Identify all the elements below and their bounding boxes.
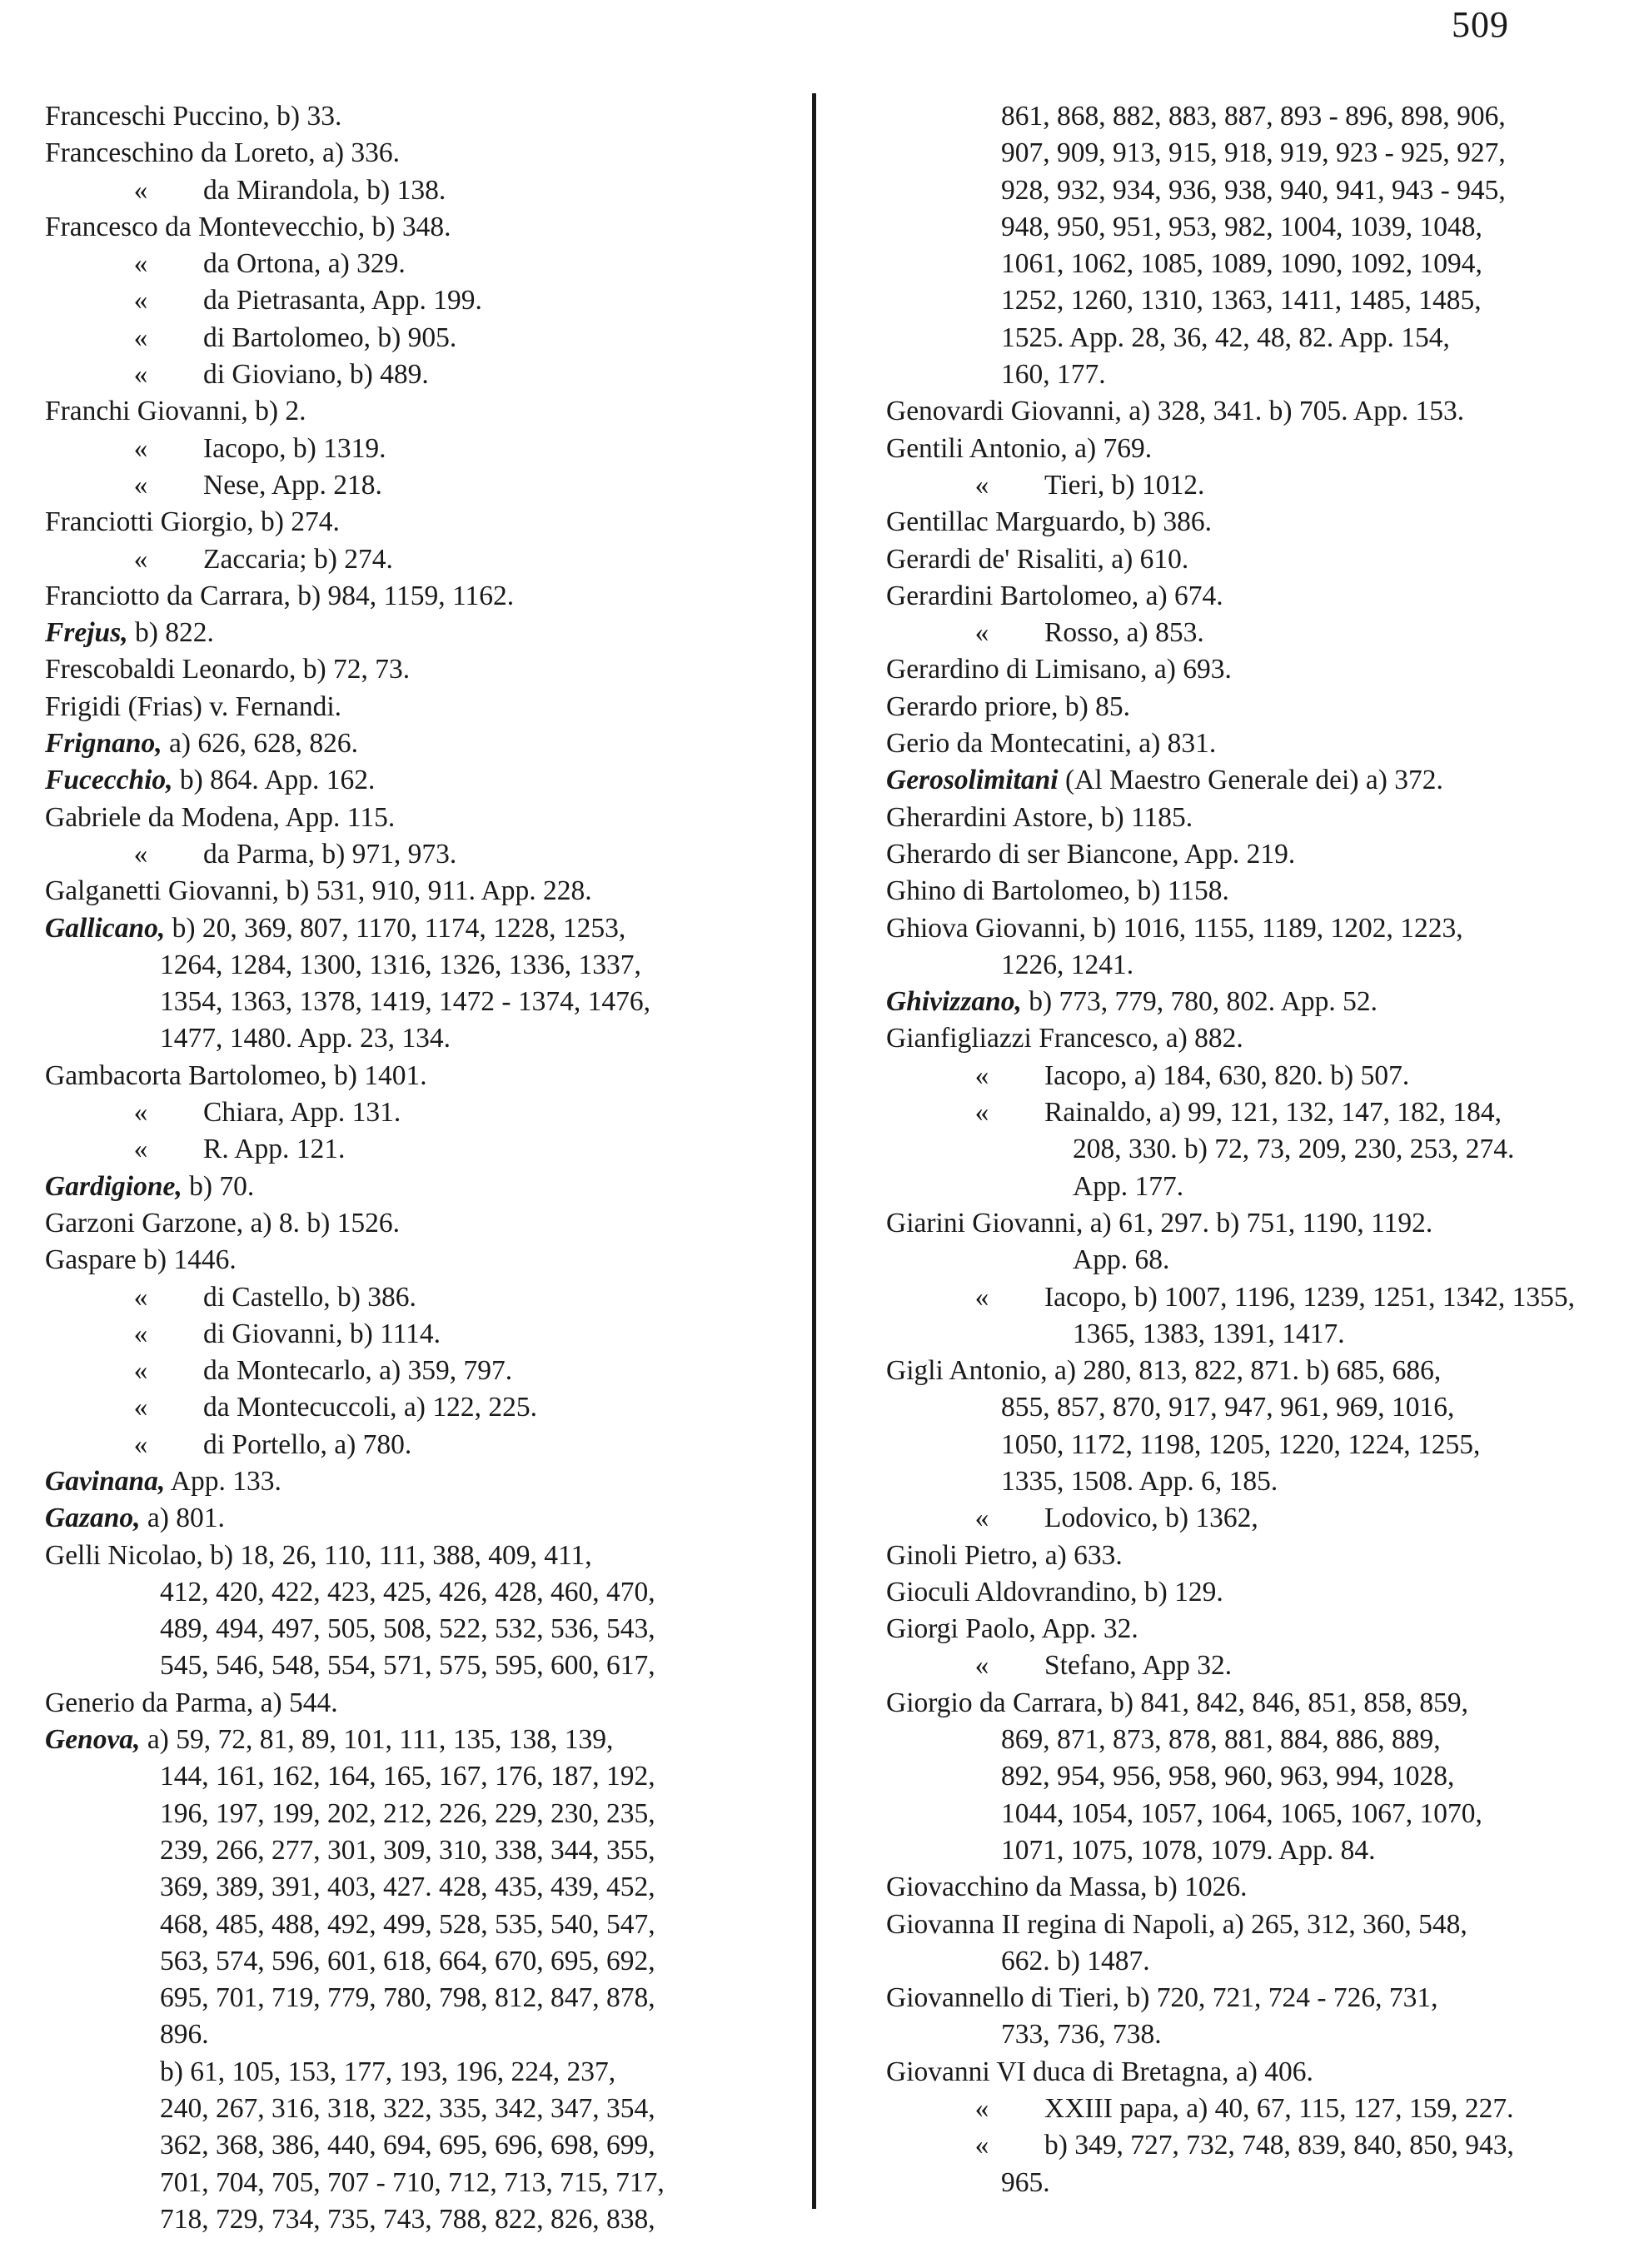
entry-text: Stefano, App 32. (1044, 1650, 1233, 1682)
entry-text: Giovacchino da Massa, b) 1026. (886, 1872, 1248, 1903)
entry-text: b) 773, 779, 780, 802. App. 52. (1021, 986, 1378, 1018)
ditto-mark: « (974, 2093, 989, 2125)
entry-text: 718, 729, 734, 735, 743, 788, 822, 826, 838, (160, 2203, 655, 2235)
entry-text: da Mirandola, b) 138. (203, 174, 446, 206)
ditto-mark: « (974, 617, 989, 649)
entry-text: 965. (1001, 2166, 1050, 2198)
entry-text: 1071, 1075, 1078, 1079. App. 84. (1001, 1834, 1376, 1866)
index-entry (45, 1427, 763, 1463)
index-entry (45, 1389, 763, 1426)
entry-text: 468, 485, 488, 492, 499, 528, 535, 540, 547, (160, 1908, 655, 1940)
entry-text: Gianfigliazzi Francesco, a) 882. (886, 1023, 1243, 1054)
index-entry (886, 1389, 1599, 1426)
entry-text: Frigidi (Frias) v. Fernandi. (45, 690, 342, 722)
index-entry (45, 246, 763, 282)
entry-text: Gelli Nicolao, b) 18, 26, 110, 111, 388, 409, 411, (45, 1539, 592, 1571)
index-entry (886, 947, 1599, 984)
index-entry (45, 615, 763, 651)
index-entry (886, 98, 1599, 135)
entry-text: Lodovico, b) 1362, (1044, 1503, 1258, 1534)
entry-text: (Al Maestro Generale dei) a) 372. (1058, 765, 1443, 796)
index-entry (886, 1131, 1599, 1168)
place-name: Gavinana, (45, 1465, 166, 1497)
index-entry (886, 246, 1599, 282)
entry-text: Gabriele da Modena, App. 115. (45, 801, 396, 833)
index-entry (886, 1907, 1599, 1943)
entry-text: 1264, 1284, 1300, 1316, 1326, 1336, 1337, (160, 949, 641, 980)
entry-text: Iacopo, b) 1319. (203, 432, 386, 464)
entry-text: Gerardo priore, b) 85. (886, 690, 1131, 722)
entry-text: Gioculi Aldovrandino, b) 129. (886, 1576, 1223, 1608)
index-entry (886, 725, 1599, 762)
index-entry (45, 873, 763, 910)
index-entry (886, 651, 1599, 688)
index-entry (45, 1611, 763, 1647)
entry-text: Rainaldo, a) 99, 121, 132, 147, 182, 184, (1044, 1097, 1502, 1129)
ditto-mark: « (974, 1059, 989, 1091)
entry-text: 160, 177. (1001, 359, 1106, 391)
entry-text: Generio da Parma, a) 544. (45, 1687, 338, 1718)
index-entry (45, 320, 763, 356)
index-entry (45, 1832, 763, 1869)
index-entry (886, 1169, 1599, 1205)
entry-text: 1050, 1172, 1198, 1205, 1220, 1224, 1255, (1001, 1428, 1481, 1460)
entry-text: 208, 330. b) 72, 73, 209, 230, 253, 274. (1073, 1134, 1515, 1165)
index-entry (886, 320, 1599, 356)
index-entry (886, 1980, 1599, 2016)
index-entry (886, 1722, 1599, 1758)
entry-text: Nese, App. 218. (203, 469, 382, 501)
entry-text: da Parma, b) 971, 973. (203, 838, 457, 870)
ditto-mark: « (133, 469, 148, 501)
ditto-mark: « (974, 469, 989, 501)
index-entry (45, 541, 763, 578)
index-entry (45, 1758, 763, 1795)
ditto-mark: « (133, 1355, 148, 1387)
entry-text: 1365, 1383, 1391, 1417. (1073, 1318, 1345, 1349)
index-entry (886, 1353, 1599, 1389)
entry-text: Gerio da Montecatini, a) 831. (886, 728, 1217, 760)
entry-text: 948, 950, 951, 953, 982, 1004, 1039, 1048, (1001, 211, 1482, 242)
index-entry (886, 910, 1599, 947)
entry-text: da Montecarlo, a) 359, 797. (203, 1355, 513, 1387)
index-entry (886, 356, 1599, 393)
entry-text: 1477, 1480. App. 23, 134. (160, 1023, 451, 1054)
index-entry (45, 725, 763, 762)
index-entry (45, 98, 763, 135)
index-entry (886, 1205, 1599, 1242)
entry-text: Gentili Antonio, a) 769. (886, 432, 1153, 464)
entry-text: Giovanni VI duca di Bretagna, a) 406. (886, 2056, 1313, 2087)
place-name: Frignano, (45, 728, 162, 760)
index-entry (886, 1538, 1599, 1574)
ditto-mark: « (133, 322, 148, 353)
index-entry (45, 1500, 763, 1537)
index-entry (886, 1427, 1599, 1463)
index-entry (45, 209, 763, 246)
index-entry (45, 1538, 763, 1574)
entry-text: di Gioviano, b) 489. (203, 359, 429, 391)
index-entry (45, 1943, 763, 1980)
entry-text: 892, 954, 956, 958, 960, 963, 994, 1028, (1001, 1761, 1455, 1792)
index-entry (886, 1094, 1599, 1131)
index-entry (886, 431, 1599, 467)
index-entry (886, 984, 1599, 1020)
ditto-mark: « (974, 1097, 989, 1129)
entry-text: 489, 494, 497, 505, 508, 522, 532, 536, 543, (160, 1613, 655, 1645)
index-entry (886, 689, 1599, 725)
ditto-mark: « (133, 838, 148, 870)
index-entry (886, 1832, 1599, 1869)
entry-text: da Ortona, a) 329. (203, 248, 406, 280)
index-entry (45, 689, 763, 725)
entry-text: b) 20, 369, 807, 1170, 1174, 1228, 1253, (165, 912, 626, 944)
entry-text: 928, 932, 934, 936, 938, 940, 941, 943 - 945, (1001, 174, 1506, 206)
entry-text: Gerardino di Limisano, a) 693. (886, 654, 1232, 685)
index-entry (886, 836, 1599, 873)
entry-text: b) 822. (127, 617, 214, 649)
index-entry (886, 1058, 1599, 1094)
index-entry (886, 2127, 1599, 2164)
entry-text: Giorgi Paolo, App. 32. (886, 1613, 1138, 1645)
index-entry (45, 1131, 763, 1168)
entry-text: a) 59, 72, 81, 89, 101, 111, 135, 138, 139, (140, 1724, 614, 1756)
entry-text: Gaspare b) 1446. (45, 1244, 237, 1276)
entry-text: 861, 868, 882, 883, 887, 893 - 896, 898, 906, (1001, 101, 1506, 132)
entry-text: 239, 266, 277, 301, 309, 310, 338, 344, 355, (160, 1834, 655, 1866)
place-name: Genova, (45, 1724, 141, 1756)
entry-text: Franciotto da Carrara, b) 984, 1159, 1162. (45, 580, 515, 611)
entry-text: di Giovanni, b) 1114. (203, 1318, 441, 1349)
column-divider (812, 93, 816, 2209)
index-entry (886, 2054, 1599, 2091)
index-entry (886, 1316, 1599, 1353)
entry-text: Gigli Antonio, a) 280, 813, 822, 871. b) 685, 686, (886, 1355, 1442, 1387)
ditto-mark: « (133, 543, 148, 575)
ditto-mark: « (133, 1134, 148, 1165)
index-entry (886, 282, 1599, 319)
entry-text: 1525. App. 28, 36, 42, 48, 82. App. 154, (1001, 322, 1450, 353)
entry-text: Gambacorta Bartolomeo, b) 1401. (45, 1059, 427, 1091)
index-column-left (45, 98, 763, 2238)
entry-text: Giovannello di Tieri, b) 720, 721, 724 - 726, 731, (886, 1982, 1438, 2014)
entry-text: App. 68. (1073, 1244, 1170, 1276)
entry-text: Rosso, a) 853. (1044, 617, 1204, 649)
entry-text: Franceschino da Loreto, a) 336. (45, 137, 401, 169)
entry-text: Franchi Giovanni, b) 2. (45, 396, 306, 427)
entry-text: Frescobaldi Leonardo, b) 72, 73. (45, 654, 411, 685)
index-entry (886, 1685, 1599, 1722)
entry-text: Iacopo, a) 184, 630, 820. b) 507. (1044, 1059, 1410, 1091)
entry-text: di Bartolomeo, b) 905. (203, 322, 457, 353)
place-name: Ghivizzano, (886, 986, 1022, 1018)
index-entry (886, 1463, 1599, 1500)
ditto-mark: « (974, 1281, 989, 1313)
index-entry (45, 2127, 763, 2164)
entry-text: Tieri, b) 1012. (1044, 469, 1205, 501)
index-entry (45, 172, 763, 209)
entry-text: b) 349, 727, 732, 748, 839, 840, 850, 943, (1044, 2130, 1514, 2161)
entry-text: 144, 161, 162, 164, 165, 167, 176, 187, 192, (160, 1761, 655, 1792)
entry-text: Franciotti Giorgio, b) 274. (45, 506, 340, 538)
entry-text: 662. b) 1487. (1001, 1945, 1150, 1976)
index-entry (45, 2091, 763, 2127)
entry-text: R. App. 121. (203, 1134, 346, 1165)
entry-text: b) 61, 105, 153, 177, 193, 196, 224, 237, (160, 2056, 616, 2087)
index-entry (45, 1094, 763, 1131)
ditto-mark: « (974, 2130, 989, 2161)
index-entry (45, 1722, 763, 1758)
place-name: Gallicano, (45, 912, 166, 944)
entry-text: Giarini Giovanni, a) 61, 297. b) 751, 1190, 1192. (886, 1207, 1433, 1239)
index-entry (886, 1796, 1599, 1832)
index-entry (45, 1316, 763, 1353)
entry-text: 695, 701, 719, 779, 780, 798, 812, 847, 878, (160, 1982, 655, 2014)
index-entry (45, 1869, 763, 1906)
entry-text: 412, 420, 422, 423, 425, 426, 428, 460, 470, (160, 1576, 655, 1608)
entry-text: App. 133. (165, 1465, 281, 1497)
index-entry (45, 762, 763, 799)
index-entry (886, 135, 1599, 172)
entry-text: b) 864. App. 162. (172, 765, 376, 796)
index-entry (886, 1279, 1599, 1316)
index-entry (45, 1279, 763, 1316)
index-entry (45, 984, 763, 1020)
entry-text: Gerardini Bartolomeo, a) 674. (886, 580, 1223, 611)
place-name: Fucecchio, (45, 765, 173, 796)
entry-text: 1354, 1363, 1378, 1419, 1472 - 1374, 1476, (160, 986, 651, 1018)
entry-text: 1252, 1260, 1310, 1363, 1411, 1485, 1485, (1001, 285, 1482, 317)
index-entry (45, 1205, 763, 1242)
ditto-mark: « (974, 1503, 989, 1534)
entry-text: Ginoli Pietro, a) 633. (886, 1539, 1123, 1571)
index-entry (886, 762, 1599, 799)
entry-text: XXIII papa, a) 40, 67, 115, 127, 159, 227. (1044, 2093, 1514, 2125)
index-entry (886, 1943, 1599, 1980)
index-entry (45, 800, 763, 836)
entry-text: 701, 704, 705, 707 - 710, 712, 713, 715, 717, (160, 2166, 665, 2198)
index-entry (45, 1353, 763, 1389)
index-entry (886, 2165, 1599, 2201)
page-number: 509 (1452, 4, 1509, 45)
entry-text: 545, 546, 548, 554, 571, 575, 595, 600, 617, (160, 1650, 655, 1682)
index-entry (45, 1058, 763, 1094)
index-entry (45, 2165, 763, 2201)
index-entry (45, 910, 763, 947)
ditto-mark: « (133, 285, 148, 317)
entry-text: Garzoni Garzone, a) 8. b) 1526. (45, 1207, 401, 1239)
entry-text: 907, 909, 913, 915, 918, 919, 923 - 925, 927, (1001, 137, 1506, 169)
entry-text: Gentillac Marguardo, b) 386. (886, 506, 1213, 538)
index-column-right (886, 98, 1599, 2201)
ditto-mark: « (133, 1318, 148, 1349)
entry-text: 855, 857, 870, 917, 947, 961, 969, 1016, (1001, 1392, 1455, 1423)
entry-text: Galganetti Giovanni, b) 531, 910, 911. App. 228. (45, 875, 592, 907)
index-entry (886, 2091, 1599, 2127)
entry-text: Ghiova Giovanni, b) 1016, 1155, 1189, 1202, 1223, (886, 912, 1463, 944)
index-entry (45, 1020, 763, 1057)
index-entry (45, 135, 763, 172)
ditto-mark: « (974, 1650, 989, 1682)
index-entry (45, 1242, 763, 1279)
entry-text: 563, 574, 596, 601, 618, 664, 670, 695, 692, (160, 1945, 655, 1976)
index-entry (886, 1500, 1599, 1537)
place-name: Gazano, (45, 1503, 141, 1534)
index-entry (45, 836, 763, 873)
entry-text: 196, 197, 199, 202, 212, 226, 229, 230, 235, (160, 1797, 655, 1829)
ditto-mark: « (133, 174, 148, 206)
index-entry (886, 504, 1599, 541)
entry-text: Francesco da Montevecchio, b) 348. (45, 211, 451, 242)
entry-text: 1061, 1062, 1085, 1089, 1090, 1092, 1094, (1001, 248, 1482, 280)
entry-text: a) 801. (140, 1503, 225, 1534)
index-entry (886, 393, 1599, 430)
place-name: Gerosolimitani (886, 765, 1059, 796)
index-entry (45, 1980, 763, 2016)
entry-text: 869, 871, 873, 878, 881, 884, 886, 889, (1001, 1724, 1441, 1756)
index-entry (886, 1758, 1599, 1795)
place-name: Frejus, (45, 617, 128, 649)
index-entry (886, 541, 1599, 578)
entry-text: 896. (160, 2019, 209, 2051)
index-entry (886, 2016, 1599, 2053)
index-entry (886, 1242, 1599, 1279)
index-entry (886, 1869, 1599, 1906)
index-entry (45, 578, 763, 615)
entry-text: b) 70. (182, 1170, 255, 1202)
index-entry (886, 1647, 1599, 1684)
index-entry (45, 282, 763, 319)
index-entry (886, 467, 1599, 504)
entry-text: Franceschi Puccino, b) 33. (45, 101, 342, 132)
entry-text: Giorgio da Carrara, b) 841, 842, 846, 851, 858, 859, (886, 1687, 1469, 1718)
entry-text: Gherardo di ser Biancone, App. 219. (886, 838, 1296, 870)
index-entry (45, 1647, 763, 1684)
entry-text: di Castello, b) 386. (203, 1281, 416, 1313)
entry-text: 369, 389, 391, 403, 427. 428, 435, 439, 452, (160, 1872, 655, 1903)
entry-text: Gerardi de' Risaliti, a) 610. (886, 543, 1189, 575)
entry-text: 1335, 1508. App. 6, 185. (1001, 1465, 1278, 1497)
index-entry (886, 1020, 1599, 1057)
index-entry (45, 651, 763, 688)
index-entry (45, 1463, 763, 1500)
index-entry (45, 1169, 763, 1205)
index-entry (45, 504, 763, 541)
entry-text: Zaccaria; b) 274. (203, 543, 393, 575)
entry-text: Giovanna II regina di Napoli, a) 265, 312, 360, 548, (886, 1908, 1467, 1940)
index-entry (45, 2054, 763, 2091)
ditto-mark: « (133, 359, 148, 391)
index-entry (45, 1574, 763, 1611)
index-entry (886, 873, 1599, 910)
index-entry (45, 393, 763, 430)
ditto-mark: « (133, 1392, 148, 1423)
entry-text: Iacopo, b) 1007, 1196, 1239, 1251, 1342, 1355, (1044, 1281, 1576, 1313)
ditto-mark: « (133, 248, 148, 280)
entry-text: di Portello, a) 780. (203, 1428, 412, 1460)
index-entry (45, 947, 763, 984)
index-entry (45, 431, 763, 467)
entry-text: Ghino di Bartolomeo, b) 1158. (886, 875, 1229, 907)
ditto-mark: « (133, 1428, 148, 1460)
index-entry (886, 1574, 1599, 1611)
entry-text: Genovardi Giovanni, a) 328, 341. b) 705. App. 153. (886, 396, 1465, 427)
ditto-mark: « (133, 1097, 148, 1129)
entry-text: Chiara, App. 131. (203, 1097, 401, 1129)
index-entry (45, 1685, 763, 1722)
index-entry (45, 2016, 763, 2053)
index-entry (45, 356, 763, 393)
entry-text: 240, 267, 316, 318, 322, 335, 342, 347, 354, (160, 2093, 655, 2125)
index-entry (886, 172, 1599, 209)
entry-text: 362, 368, 386, 440, 694, 695, 696, 698, 699, (160, 2130, 655, 2161)
entry-text: Gherardini Astore, b) 1185. (886, 801, 1193, 833)
entry-text: 733, 736, 738. (1001, 2019, 1162, 2051)
index-entry (886, 209, 1599, 246)
index-entry (886, 578, 1599, 615)
index-entry (45, 1796, 763, 1832)
entry-text: 1044, 1054, 1057, 1064, 1065, 1067, 1070, (1001, 1797, 1482, 1829)
entry-text: App. 177. (1073, 1170, 1184, 1202)
index-entry (886, 800, 1599, 836)
ditto-mark: « (133, 1281, 148, 1313)
index-entry (886, 1611, 1599, 1647)
place-name: Gardigione, (45, 1170, 182, 1202)
entry-text: 1226, 1241. (1001, 949, 1134, 980)
entry-text: da Pietrasanta, App. 199. (203, 285, 482, 317)
index-entry (45, 467, 763, 504)
index-entry (45, 1907, 763, 1943)
entry-text: a) 626, 628, 826. (162, 728, 358, 760)
index-entry (45, 2201, 763, 2238)
index-entry (886, 615, 1599, 651)
entry-text: da Montecuccoli, a) 122, 225. (203, 1392, 537, 1423)
ditto-mark: « (133, 432, 148, 464)
